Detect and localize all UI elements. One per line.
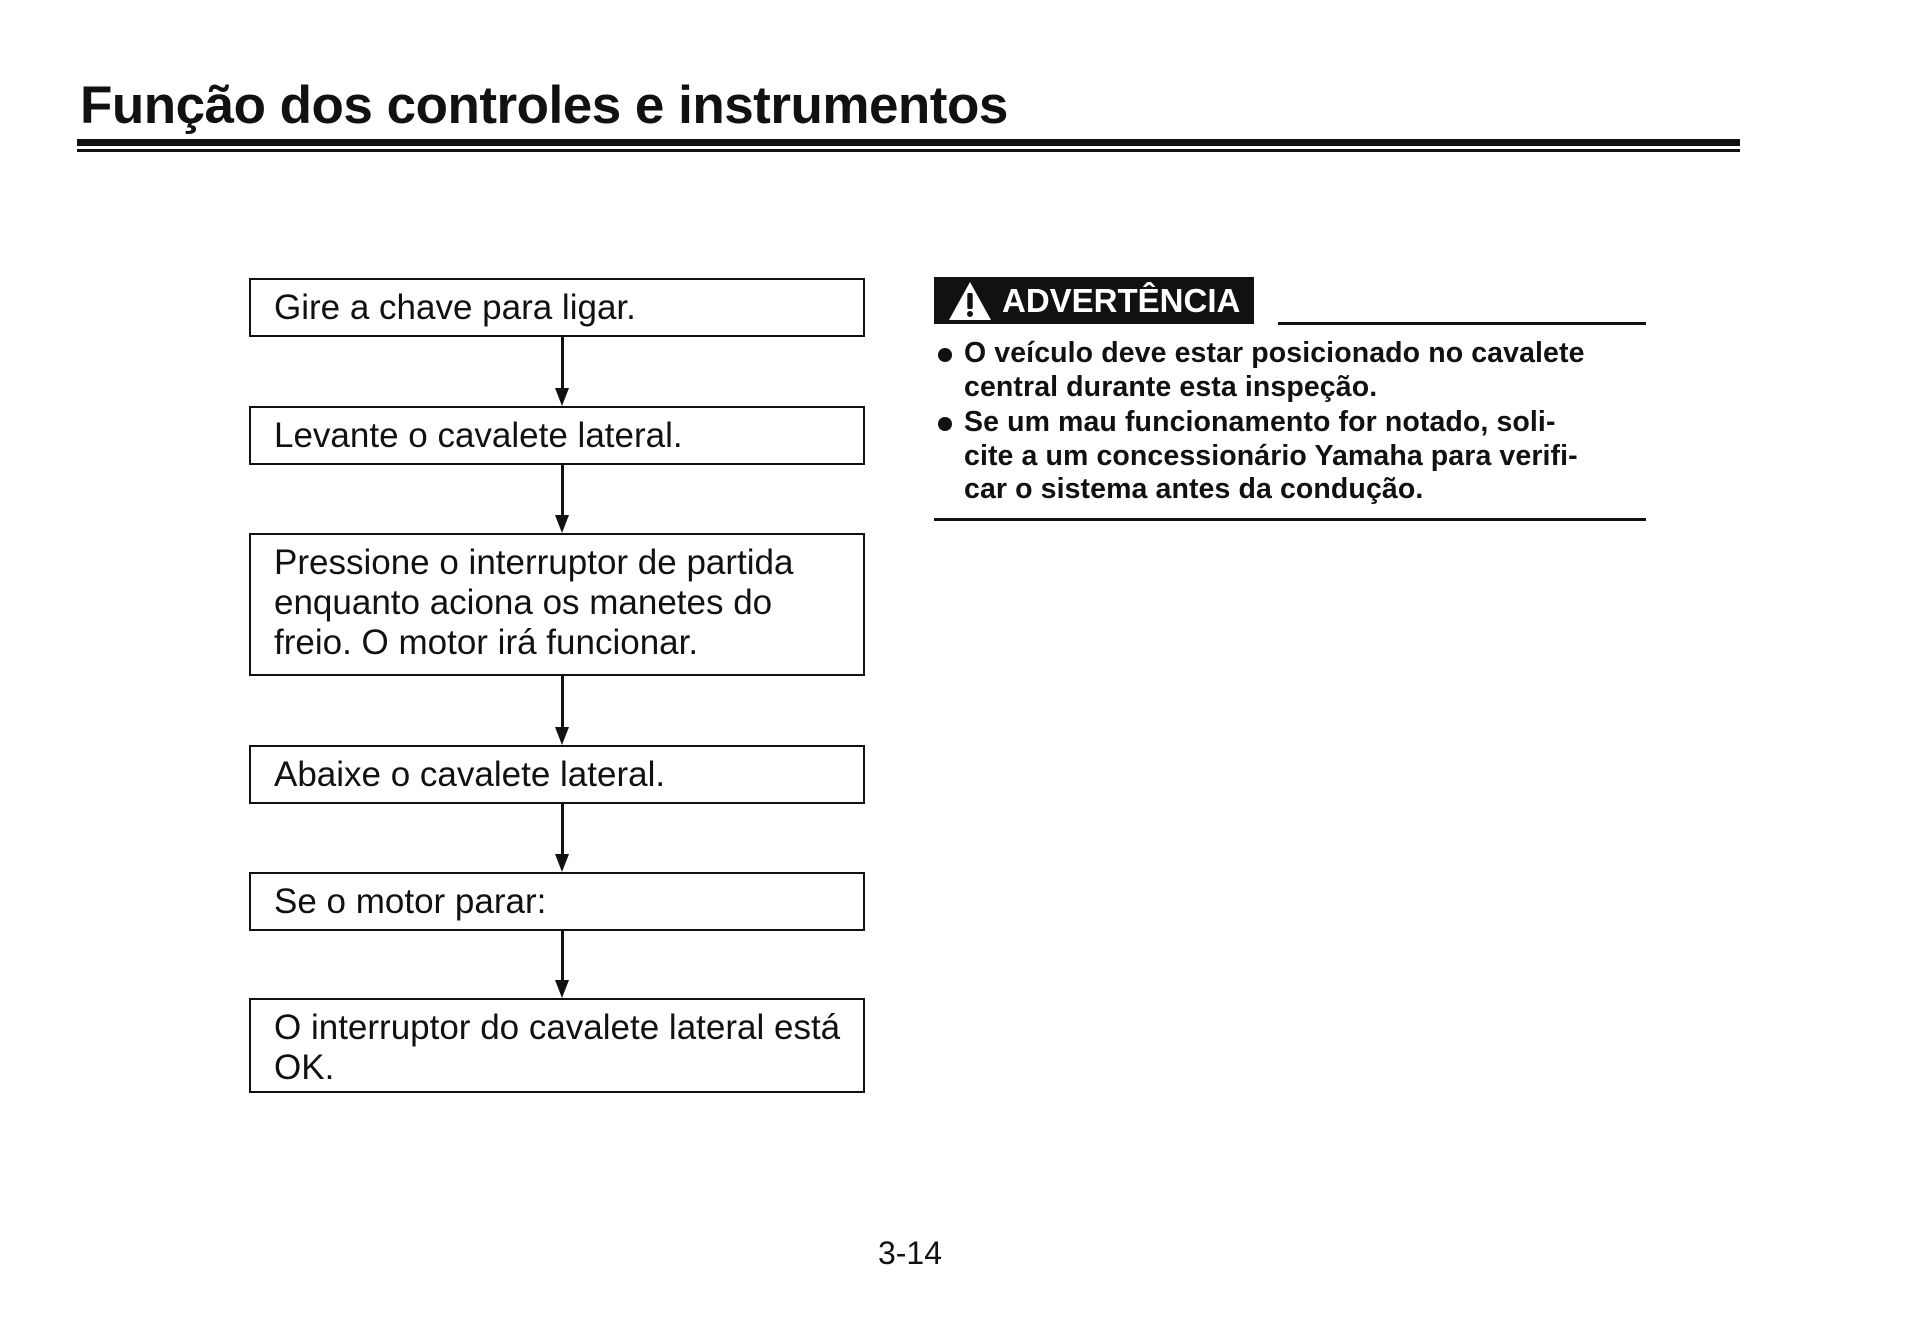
warning-triangle-icon [948,281,992,321]
flow-arrow-1 [555,337,569,406]
flow-step-3 [249,533,865,676]
flow-step-1 [249,278,865,337]
warning-item-1-line-1: O veículo deve estar posicionado no cavalete [964,337,1585,369]
flow-step-6-line-2: OK. [274,1048,335,1087]
flow-step-1-text: Gire a chave para ligar. [274,288,636,327]
flow-step-4 [249,745,865,804]
warning-item-2-line-3: car o sistema antes da condução. [964,473,1424,505]
bullet-icon [938,348,952,362]
flow-step-3-line-2: enquanto aciona os manetes do [274,583,773,622]
page-title: Função dos controles e instrumentos [80,76,1008,135]
arrow-down-icon [555,388,569,406]
arrow-down-icon [555,515,569,533]
flow-step-6-line-1: O interruptor do cavalete lateral está [274,1008,841,1047]
flow-step-3-line-1: Pressione o interruptor de partida [274,543,794,582]
flow-arrow-5 [555,931,569,998]
flow-step-5 [249,872,865,931]
warning-bottom-divider [934,518,1646,521]
warning-list [934,337,1644,509]
arrow-down-icon [555,980,569,998]
flow-arrow-4 [555,804,569,872]
warning-item-2-line-2: cite a um concessionário Yamaha para verifi- [964,439,1578,472]
warning-item-1-line-2: central durante esta inspeção. [964,370,1378,403]
flow-arrow-3 [555,676,569,745]
arrow-down-icon [555,727,569,745]
flow-step-4-text: Abaixe o cavalete lateral. [274,755,666,794]
arrow-down-icon [555,854,569,872]
warning-header [934,277,1254,324]
flow-step-2 [249,406,865,465]
flow-step-5-text: Se o motor parar: [274,882,547,921]
title-divider-thick [77,139,1740,146]
flow-arrow-2 [555,465,569,533]
flow-step-2-text: Levante o cavalete lateral. [274,416,683,455]
page-number: 3-14 [877,1235,943,1271]
warning-top-divider [1278,322,1646,325]
bullet-icon [938,417,952,431]
warning-item [934,337,1644,404]
warning-item [934,406,1644,507]
flow-step-3-line-3: freio. O motor irá funcionar. [274,623,699,662]
flow-step-6 [249,998,865,1093]
warning-item-2-line-1: Se um mau funcionamento for notado, soli- [964,406,1556,438]
warning-label: ADVERTÊNCIA [1002,282,1241,319]
title-divider-thin [77,149,1740,152]
